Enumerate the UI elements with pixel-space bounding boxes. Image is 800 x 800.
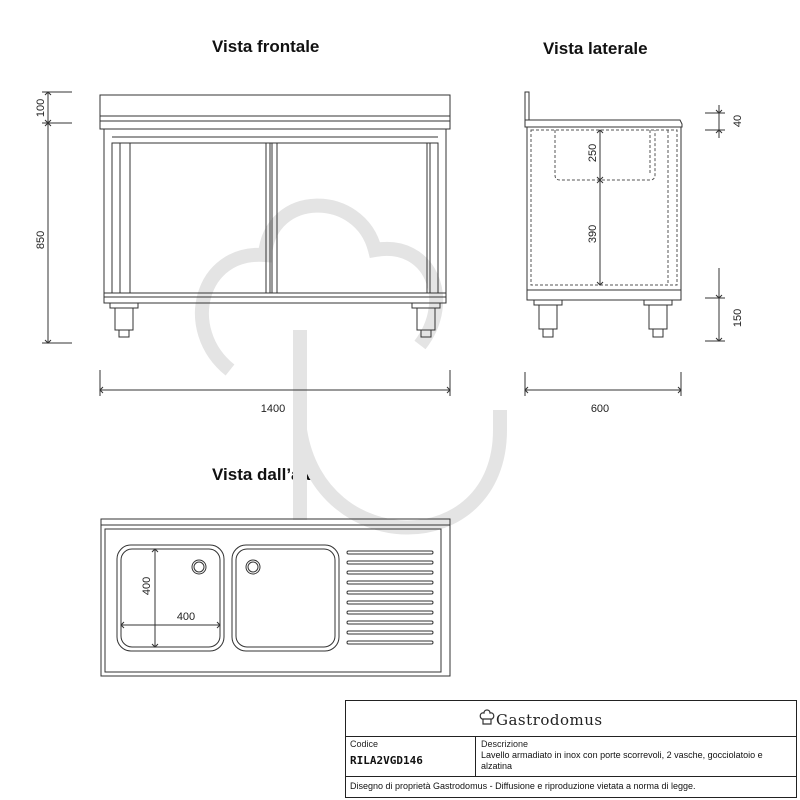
top-drainboard [347,551,433,644]
front-leg-left-cap [110,303,138,308]
top-outline [101,519,450,676]
dim-side-basin: 250 [587,143,599,163]
chef-hat-watermark-icon [202,206,500,528]
dim-side-top: 40 [732,114,744,128]
side-leg-left-cap [534,300,562,305]
side-backsplash [525,92,529,120]
side-view-title: Vista laterale [543,39,648,58]
title-block-info-row [346,737,796,777]
front-door-left [130,143,270,293]
side-cabinet [527,127,681,300]
code-value: RILA2VGD146 [350,754,423,767]
copyright-footer: Disegno di proprietà Gastrodomus - Diffusione e riproduzione vietata a norma di legge. [350,781,696,791]
brand-name: Gastrodomus [496,711,603,729]
top-basin-right [232,545,339,651]
side-basin-hidden [555,130,655,180]
dim-top-basin-depth: 400 [141,576,153,596]
front-width-dim [100,370,450,396]
dim-front-height: 850 [35,230,47,250]
front-vertical-dims [42,92,72,343]
dim-front-width: 1400 [260,403,286,415]
front-worktop [100,121,450,129]
chef-hat-icon [478,707,496,727]
dim-side-legs: 150 [732,308,744,328]
title-block-logo-area [346,701,796,737]
dim-front-top: 100 [35,98,47,118]
code-label: Codice [350,739,379,749]
side-view [525,92,682,337]
front-view-title: Vista frontale [212,37,320,56]
dim-side-inner: 390 [587,224,599,244]
code-cell [346,737,476,776]
front-leg-left [115,308,133,330]
side-worktop [525,120,682,127]
front-backsplash [100,95,450,121]
title-block [345,700,797,798]
side-depth-dim [525,372,681,396]
top-view [101,519,450,676]
top-view-title: Vista dall’alto [212,465,322,484]
dim-side-depth: 600 [590,403,610,415]
top-basin-left [117,545,224,651]
side-vertical-dims [705,105,725,341]
side-leg-right-cap [644,300,672,305]
description-value: Lavello armadiato in inox con porte scorrevoli, 2 vasche, gocciolatoio e alzatina [481,750,763,771]
description-label: Descrizione [481,739,529,749]
dim-top-basin-width: 400 [176,611,196,623]
